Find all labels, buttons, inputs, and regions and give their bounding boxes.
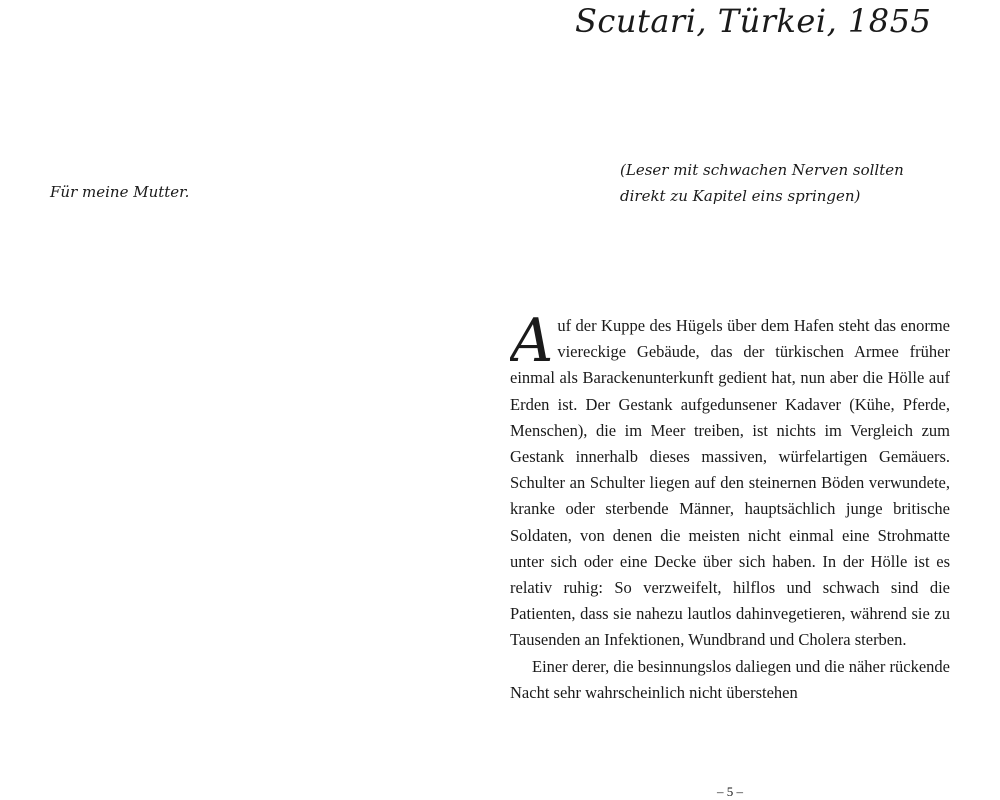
body-text — [510, 313, 950, 763]
paragraph-1-text: uf der Kuppe des Hügels über dem Hafen steht das enorme viereckige Gebäude, das der türkischen Armee früher einmal als Barackenunterkunft gedient hat, nun aber die Hölle auf Erden ist. Der Gestank aufgedunsener Kadaver (Kühe, Pferde, Menschen), die im Meer treiben, ist nichts im Vergleich zum Gestank innerhalb dieses massiven, würfelartigen Gemäuers. Schulter an Schulter liegen auf den steinernen Böden verwundete, kranke oder sterbende Männer, hauptsächlich junge britische Soldaten, von denen die meisten nicht einmal eine Strohmatte unter sich oder eine Decke über sich haben. In der Hölle ist es relativ ruhig: So verzweifelt, hilflos und schwach sind die Patienten, dass sie nahezu lautlos dahinvegetieren, während sie zu Tausenden an Infektionen, Wundbrand und Cholera sterben. — [510, 316, 950, 650]
paragraph-2: Einer derer, die besinnungslos daliegen und die näher rückende Nacht sehr wahrscheinlich nicht überstehen — [510, 656, 950, 702]
page-number: – 5 – — [717, 784, 743, 799]
epigraph — [620, 157, 920, 209]
drop-cap: A — [510, 313, 554, 376]
chapter-title: Scutari, Türkei, 1855 — [575, 2, 932, 40]
paragraph-1 — [510, 313, 950, 654]
epigraph-line-2: direkt zu Kapitel eins springen) — [620, 187, 861, 205]
dedication: Für meine Mutter. — [50, 183, 190, 201]
epigraph-line-1: (Leser mit schwachen Nerven sollten — [620, 161, 904, 179]
